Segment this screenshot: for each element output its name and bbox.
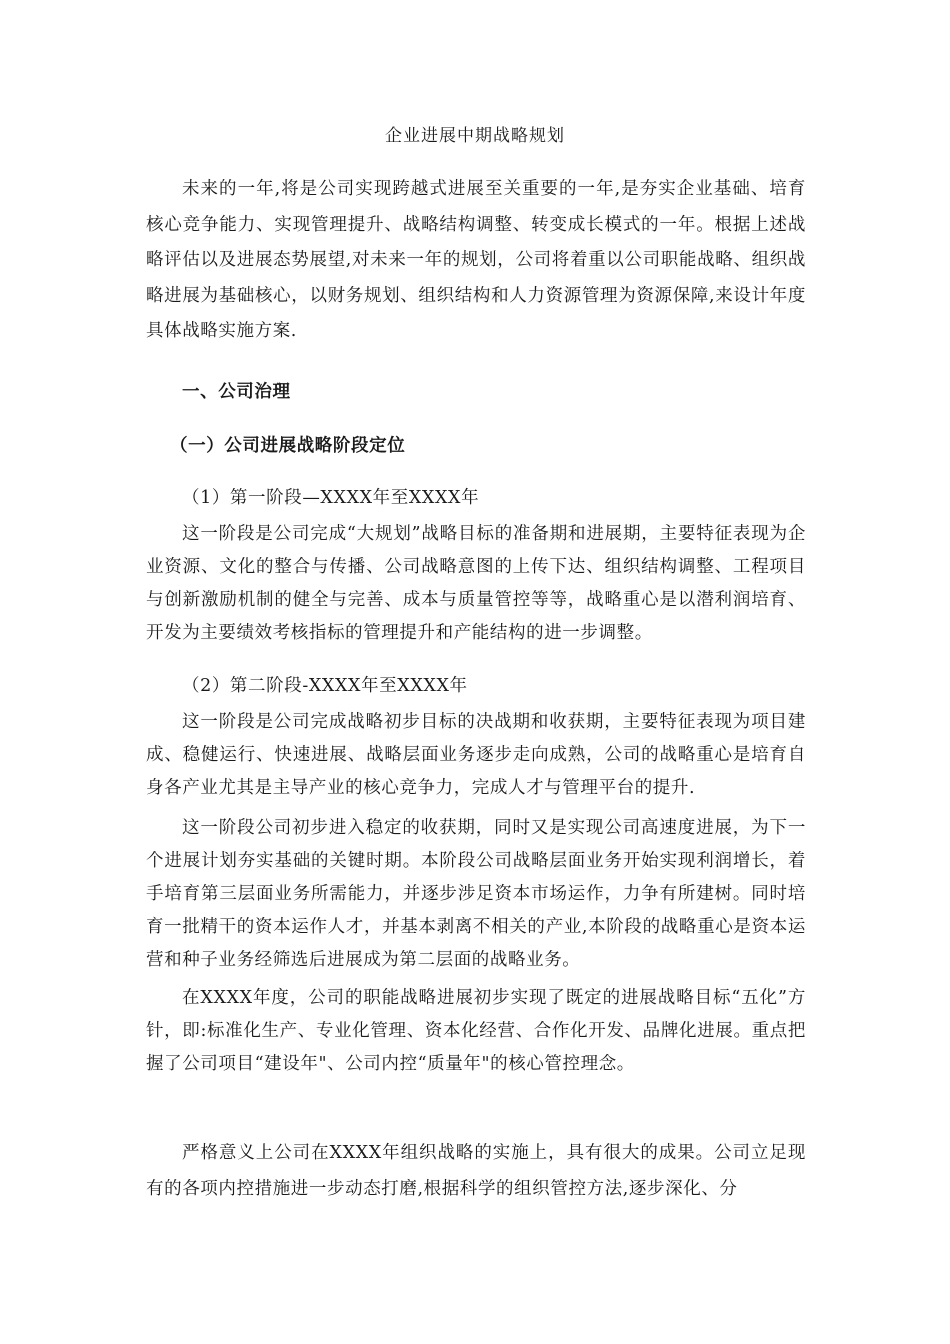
- stage1-heading: （1）第一阶段—XXXX年至XXXX年: [182, 488, 480, 508]
- closing-paragraph: 严格意义上公司在XXXX年组织战略的实施上，具有很大的成果。公司立足现有的各项内控措施进一步动态打磨,根据科学的组织管控方法,逐步深化、分: [146, 1143, 806, 1199]
- section-heading: 一、公司治理: [182, 382, 291, 402]
- stage2-heading: （2）第二阶段-XXXX年至XXXX年: [182, 676, 468, 696]
- document-title: 企业进展中期战略规划: [385, 126, 565, 146]
- intro-paragraph: 未来的一年,将是公司实现跨越式进展至关重要的一年,是夯实企业基础、培育核心竞争能力、实现管理提升、战略结构调整、转变成长模式的一年。根据上述战略评估以及进展态势展望,对未来一年的规划，公司将着重以公司职能战略、组织战略进展为基础核心，以财务规划、组织结构和人力资源管理为资源保障,来设计年度具体战略实施方案.: [146, 179, 806, 341]
- stage2-paragraph-3: 在XXXX年度，公司的职能战略进展初步实现了既定的进展战略目标“五化”方针，即:标准化生产、专业化管理、资本化经营、合作化开发、品牌化进展。重点把握了公司项目“建设年"、公司内控“质量年"的核心管控理念。: [146, 988, 806, 1074]
- subsection-heading: （一）公司进展战略阶段定位: [170, 436, 406, 456]
- stage2-paragraph: 这一阶段是公司完成战略初步目标的决战期和收获期，主要特征表现为项目建成、稳健运行、快速进展、战略层面业务逐步走向成熟，公司的战略重心是培育自身各产业尤其是主导产业的核心竞争力，完成人才与管理平台的提升.: [146, 712, 806, 798]
- stage1-paragraph: 这一阶段是公司完成“大规划”战略目标的准备期和进展期，主要特征表现为企业资源、文化的整合与传播、公司战略意图的上传下达、组织结构调整、工程项目与创新激励机制的健全与完善、成本与质量管控等等，战略重心是以潜利润培育、开发为主要绩效考核指标的管理提升和产能结构的进一步调整。: [146, 524, 806, 643]
- stage2-paragraph-2: 这一阶段公司初步进入稳定的收获期，同时又是实现公司高速度进展，为下一个进展计划夯实基础的关键时期。本阶段公司战略层面业务开始实现利润增长，着手培育第三层面业务所需能力，并逐步涉足资本市场运作，力争有所建树。同时培育一批精干的资本运作人才，并基本剥离不相关的产业,本阶段的战略重心是资本运营和种子业务经筛选后进展成为第二层面的战略业务。: [146, 818, 806, 970]
